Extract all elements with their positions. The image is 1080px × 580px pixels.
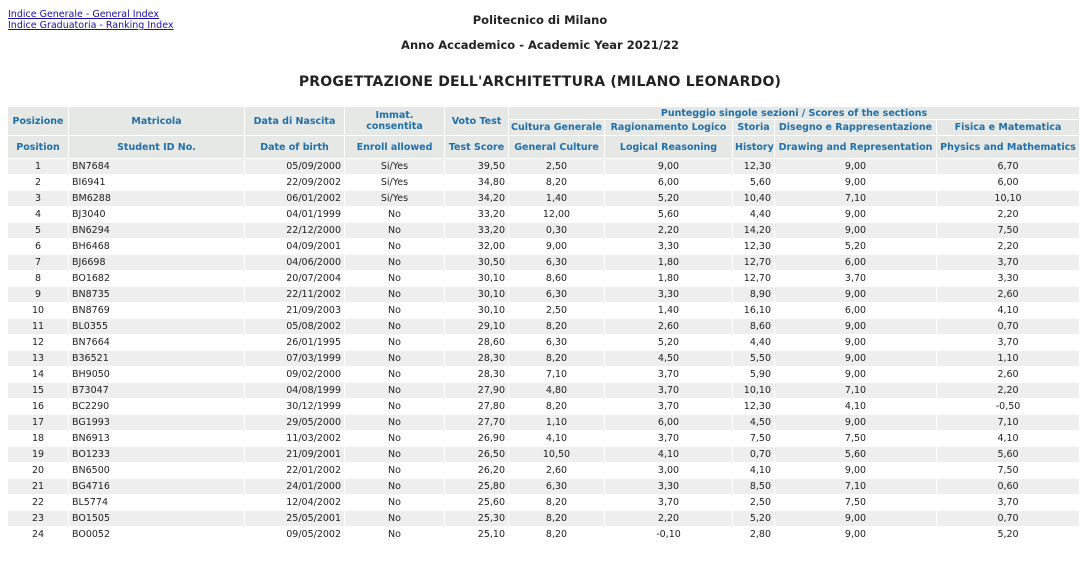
cell-position: 12	[8, 335, 69, 351]
cell-physics-math: 2,60	[937, 367, 1080, 383]
cell-position: 23	[8, 511, 69, 527]
cell-position: 11	[8, 319, 69, 335]
table-row	[8, 495, 1080, 511]
cell-position: 10	[8, 303, 69, 319]
cell-enroll-allowed: Si/Yes	[345, 191, 445, 207]
cell-test-score: 30,10	[445, 303, 509, 319]
cell-drawing: 9,00	[775, 207, 937, 223]
cell-logical-reasoning: 3,70	[605, 383, 733, 399]
cell-test-score: 33,20	[445, 207, 509, 223]
cell-history: 7,50	[733, 431, 775, 447]
cell-position: 16	[8, 399, 69, 415]
cell-physics-math: 7,10	[937, 415, 1080, 431]
cell-enroll-allowed: No	[345, 303, 445, 319]
cell-birth-date: 24/01/2000	[245, 479, 345, 495]
cell-drawing: 7,10	[775, 191, 937, 207]
cell-logical-reasoning: 6,00	[605, 175, 733, 191]
cell-history: 2,80	[733, 527, 775, 543]
cell-birth-date: 05/09/2000	[245, 159, 345, 175]
cell-birth-date: 04/01/1999	[245, 207, 345, 223]
table-row	[8, 447, 1080, 463]
cell-birth-date: 21/09/2003	[245, 303, 345, 319]
cell-history: 4,50	[733, 415, 775, 431]
cell-general-culture: 12,00	[509, 207, 605, 223]
cell-position: 14	[8, 367, 69, 383]
cell-student-id: BG4716	[69, 479, 245, 495]
cell-enroll-allowed: No	[345, 367, 445, 383]
cell-general-culture: 2,50	[509, 159, 605, 175]
cell-test-score: 30,10	[445, 287, 509, 303]
cell-birth-date: 04/08/1999	[245, 383, 345, 399]
table-row	[8, 399, 1080, 415]
header-logic-it: Ragionamento Logico	[605, 120, 733, 136]
cell-logical-reasoning: 3,70	[605, 367, 733, 383]
cell-history: 12,70	[733, 271, 775, 287]
cell-enroll-allowed: No	[345, 463, 445, 479]
cell-birth-date: 22/12/2000	[245, 223, 345, 239]
cell-logical-reasoning: 5,20	[605, 335, 733, 351]
cell-general-culture: 6,30	[509, 287, 605, 303]
cell-history: 12,30	[733, 399, 775, 415]
cell-position: 1	[8, 159, 69, 175]
table-row	[8, 207, 1080, 223]
cell-physics-math: 4,10	[937, 303, 1080, 319]
cell-general-culture: 4,80	[509, 383, 605, 399]
cell-logical-reasoning: 1,80	[605, 271, 733, 287]
cell-student-id: BN6294	[69, 223, 245, 239]
cell-birth-date: 04/09/2001	[245, 239, 345, 255]
cell-enroll-allowed: No	[345, 335, 445, 351]
header-history-it: Storia	[733, 120, 775, 136]
cell-test-score: 30,50	[445, 255, 509, 271]
cell-logical-reasoning: 1,40	[605, 303, 733, 319]
cell-position: 4	[8, 207, 69, 223]
cell-student-id: BN8735	[69, 287, 245, 303]
cell-general-culture: 10,50	[509, 447, 605, 463]
cell-logical-reasoning: 3,30	[605, 239, 733, 255]
cell-enroll-allowed: No	[345, 207, 445, 223]
cell-test-score: 26,20	[445, 463, 509, 479]
cell-logical-reasoning: 4,10	[605, 447, 733, 463]
cell-position: 9	[8, 287, 69, 303]
cell-history: 5,20	[733, 511, 775, 527]
cell-history: 14,20	[733, 223, 775, 239]
cell-general-culture: 0,30	[509, 223, 605, 239]
cell-drawing: 9,00	[775, 287, 937, 303]
header-history-en: History	[733, 136, 775, 159]
cell-logical-reasoning: 3,70	[605, 495, 733, 511]
cell-position: 2	[8, 175, 69, 191]
cell-birth-date: 26/01/1995	[245, 335, 345, 351]
cell-drawing: 9,00	[775, 527, 937, 543]
cell-student-id: B73047	[69, 383, 245, 399]
cell-birth-date: 06/01/2002	[245, 191, 345, 207]
cell-birth-date: 04/06/2000	[245, 255, 345, 271]
cell-test-score: 25,10	[445, 527, 509, 543]
cell-position: 6	[8, 239, 69, 255]
header-culture-en: General Culture	[509, 136, 605, 159]
cell-position: 18	[8, 431, 69, 447]
cell-history: 12,30	[733, 159, 775, 175]
cell-history: 12,30	[733, 239, 775, 255]
cell-test-score: 32,00	[445, 239, 509, 255]
cell-history: 12,70	[733, 255, 775, 271]
cell-general-culture: 6,30	[509, 335, 605, 351]
cell-test-score: 27,70	[445, 415, 509, 431]
cell-test-score: 28,30	[445, 367, 509, 383]
table-row	[8, 319, 1080, 335]
cell-physics-math: 0,60	[937, 479, 1080, 495]
cell-test-score: 26,50	[445, 447, 509, 463]
header-position-it: Posizione	[8, 107, 69, 136]
cell-physics-math: 7,50	[937, 463, 1080, 479]
table-row	[8, 271, 1080, 287]
cell-history: 4,40	[733, 207, 775, 223]
cell-enroll-allowed: No	[345, 223, 445, 239]
cell-drawing: 9,00	[775, 367, 937, 383]
cell-enroll-allowed: No	[345, 495, 445, 511]
ranking-table	[7, 106, 1080, 543]
header-culture-it: Cultura Generale	[509, 120, 605, 136]
cell-general-culture: 8,20	[509, 399, 605, 415]
cell-enroll-allowed: No	[345, 447, 445, 463]
table-row	[8, 527, 1080, 543]
cell-birth-date: 25/05/2001	[245, 511, 345, 527]
cell-student-id: BN7664	[69, 335, 245, 351]
cell-student-id: BN8769	[69, 303, 245, 319]
academic-year-title: Anno Accademico - Academic Year 2021/22	[401, 38, 679, 52]
table-row	[8, 335, 1080, 351]
cell-logical-reasoning: -0,10	[605, 527, 733, 543]
cell-history: 5,90	[733, 367, 775, 383]
cell-logical-reasoning: 3,00	[605, 463, 733, 479]
cell-logical-reasoning: 5,20	[605, 191, 733, 207]
cell-logical-reasoning: 9,00	[605, 159, 733, 175]
cell-birth-date: 22/11/2002	[245, 287, 345, 303]
cell-history: 10,40	[733, 191, 775, 207]
cell-logical-reasoning: 2,60	[605, 319, 733, 335]
cell-test-score: 26,90	[445, 431, 509, 447]
header-physics-en: Physics and Mathematics	[937, 136, 1080, 159]
cell-test-score: 25,30	[445, 511, 509, 527]
cell-student-id: BH9050	[69, 367, 245, 383]
cell-physics-math: 7,50	[937, 223, 1080, 239]
cell-test-score: 25,60	[445, 495, 509, 511]
cell-student-id: BO0052	[69, 527, 245, 543]
cell-test-score: 27,80	[445, 399, 509, 415]
cell-position: 22	[8, 495, 69, 511]
header-physics-it: Fisica e Matematica	[937, 120, 1080, 136]
cell-drawing: 9,00	[775, 335, 937, 351]
cell-logical-reasoning: 1,80	[605, 255, 733, 271]
header-matricola-en: Student ID No.	[69, 136, 245, 159]
cell-test-score: 34,20	[445, 191, 509, 207]
header-drawing-en: Drawing and Representation	[775, 136, 937, 159]
cell-general-culture: 2,60	[509, 463, 605, 479]
cell-birth-date: 20/07/2004	[245, 271, 345, 287]
cell-student-id: BC2290	[69, 399, 245, 415]
header-score-en: Test Score	[445, 136, 509, 159]
cell-position: 15	[8, 383, 69, 399]
cell-student-id: BN6913	[69, 431, 245, 447]
cell-drawing: 7,10	[775, 383, 937, 399]
institution-title: Politecnico di Milano	[472, 13, 608, 27]
header-position-en: Position	[8, 136, 69, 159]
cell-general-culture: 8,20	[509, 511, 605, 527]
table-row	[8, 223, 1080, 239]
cell-general-culture: 7,10	[509, 367, 605, 383]
cell-history: 0,70	[733, 447, 775, 463]
cell-general-culture: 8,20	[509, 527, 605, 543]
cell-physics-math: 0,70	[937, 319, 1080, 335]
cell-logical-reasoning: 3,30	[605, 287, 733, 303]
cell-history: 5,50	[733, 351, 775, 367]
cell-drawing: 9,00	[775, 463, 937, 479]
cell-position: 7	[8, 255, 69, 271]
cell-general-culture: 8,20	[509, 351, 605, 367]
cell-test-score: 28,30	[445, 351, 509, 367]
cell-drawing: 5,60	[775, 447, 937, 463]
cell-physics-math: 2,20	[937, 207, 1080, 223]
table-row	[8, 367, 1080, 383]
cell-birth-date: 29/05/2000	[245, 415, 345, 431]
cell-logical-reasoning: 2,20	[605, 511, 733, 527]
table-row	[8, 463, 1080, 479]
table-row	[8, 175, 1080, 191]
cell-logical-reasoning: 3,70	[605, 399, 733, 415]
cell-birth-date: 22/01/2002	[245, 463, 345, 479]
cell-physics-math: 2,20	[937, 383, 1080, 399]
cell-general-culture: 8,20	[509, 495, 605, 511]
cell-history: 8,50	[733, 479, 775, 495]
ranking-table-body	[8, 159, 1080, 543]
header-birth-en: Date of birth	[245, 136, 345, 159]
cell-drawing: 9,00	[775, 319, 937, 335]
cell-general-culture: 8,20	[509, 319, 605, 335]
cell-position: 17	[8, 415, 69, 431]
table-row	[8, 511, 1080, 527]
cell-enroll-allowed: No	[345, 271, 445, 287]
cell-student-id: BL5774	[69, 495, 245, 511]
cell-logical-reasoning: 3,30	[605, 479, 733, 495]
header-birth-it: Data di Nascita	[245, 107, 345, 136]
cell-birth-date: 21/09/2001	[245, 447, 345, 463]
cell-position: 19	[8, 447, 69, 463]
cell-history: 2,50	[733, 495, 775, 511]
cell-history: 8,90	[733, 287, 775, 303]
ranking-index-link[interactable]: Indice Graduatoria - Ranking Index	[8, 20, 174, 31]
cell-physics-math: 6,00	[937, 175, 1080, 191]
header-score-it: Voto Test	[445, 107, 509, 136]
cell-student-id: BN6500	[69, 463, 245, 479]
cell-student-id: BO1233	[69, 447, 245, 463]
cell-physics-math: 3,30	[937, 271, 1080, 287]
cell-enroll-allowed: No	[345, 383, 445, 399]
cell-general-culture: 1,10	[509, 415, 605, 431]
header-enroll-en: Enroll allowed	[345, 136, 445, 159]
header-logic-en: Logical Reasoning	[605, 136, 733, 159]
table-row	[8, 255, 1080, 271]
cell-history: 8,60	[733, 319, 775, 335]
cell-logical-reasoning: 4,50	[605, 351, 733, 367]
course-title: PROGETTAZIONE DELL'ARCHITETTURA (MILANO LEONARDO)	[298, 74, 782, 90]
cell-general-culture: 2,50	[509, 303, 605, 319]
cell-physics-math: 6,70	[937, 159, 1080, 175]
cell-test-score: 30,10	[445, 271, 509, 287]
general-index-link[interactable]: Indice Generale - General Index	[8, 9, 159, 20]
cell-student-id: BN7684	[69, 159, 245, 175]
cell-position: 8	[8, 271, 69, 287]
cell-test-score: 27,90	[445, 383, 509, 399]
cell-drawing: 3,70	[775, 271, 937, 287]
cell-history: 10,10	[733, 383, 775, 399]
table-row	[8, 351, 1080, 367]
cell-drawing: 9,00	[775, 415, 937, 431]
table-row	[8, 239, 1080, 255]
cell-birth-date: 05/08/2002	[245, 319, 345, 335]
cell-physics-math: -0,50	[937, 399, 1080, 415]
cell-student-id: BI6941	[69, 175, 245, 191]
cell-birth-date: 22/09/2002	[245, 175, 345, 191]
cell-logical-reasoning: 6,00	[605, 415, 733, 431]
cell-logical-reasoning: 3,70	[605, 431, 733, 447]
cell-enroll-allowed: No	[345, 255, 445, 271]
cell-test-score: 29,10	[445, 319, 509, 335]
cell-student-id: BO1505	[69, 511, 245, 527]
cell-drawing: 7,10	[775, 479, 937, 495]
cell-student-id: BL0355	[69, 319, 245, 335]
cell-general-culture: 4,10	[509, 431, 605, 447]
cell-test-score: 34,80	[445, 175, 509, 191]
table-row	[8, 303, 1080, 319]
cell-enroll-allowed: No	[345, 479, 445, 495]
cell-general-culture: 8,20	[509, 175, 605, 191]
cell-drawing: 6,00	[775, 303, 937, 319]
cell-history: 16,10	[733, 303, 775, 319]
cell-drawing: 4,10	[775, 399, 937, 415]
cell-physics-math: 3,70	[937, 335, 1080, 351]
cell-enroll-allowed: No	[345, 319, 445, 335]
cell-student-id: B36521	[69, 351, 245, 367]
cell-drawing: 7,50	[775, 495, 937, 511]
table-row	[8, 383, 1080, 399]
header-enroll-it: Immat. consentita	[345, 107, 445, 136]
cell-enroll-allowed: No	[345, 511, 445, 527]
cell-drawing: 6,00	[775, 255, 937, 271]
cell-student-id: BO1682	[69, 271, 245, 287]
cell-position: 20	[8, 463, 69, 479]
cell-enroll-allowed: Si/Yes	[345, 159, 445, 175]
cell-enroll-allowed: No	[345, 399, 445, 415]
table-row	[8, 479, 1080, 495]
cell-position: 5	[8, 223, 69, 239]
cell-physics-math: 3,70	[937, 495, 1080, 511]
cell-general-culture: 6,30	[509, 479, 605, 495]
cell-student-id: BJ3040	[69, 207, 245, 223]
cell-general-culture: 6,30	[509, 255, 605, 271]
cell-drawing: 9,00	[775, 511, 937, 527]
cell-physics-math: 0,70	[937, 511, 1080, 527]
cell-physics-math: 3,70	[937, 255, 1080, 271]
cell-birth-date: 12/04/2002	[245, 495, 345, 511]
cell-enroll-allowed: No	[345, 415, 445, 431]
cell-general-culture: 8,60	[509, 271, 605, 287]
table-row	[8, 287, 1080, 303]
cell-history: 5,60	[733, 175, 775, 191]
table-row	[8, 431, 1080, 447]
cell-general-culture: 1,40	[509, 191, 605, 207]
cell-drawing: 9,00	[775, 351, 937, 367]
cell-history: 4,40	[733, 335, 775, 351]
cell-position: 21	[8, 479, 69, 495]
cell-enroll-allowed: No	[345, 239, 445, 255]
cell-physics-math: 2,20	[937, 239, 1080, 255]
cell-general-culture: 9,00	[509, 239, 605, 255]
table-row	[8, 191, 1080, 207]
cell-physics-math: 4,10	[937, 431, 1080, 447]
header-sections: Punteggio singole sezioni / Scores of the sections	[509, 107, 1080, 120]
cell-logical-reasoning: 2,20	[605, 223, 733, 239]
cell-enroll-allowed: No	[345, 287, 445, 303]
cell-student-id: BG1993	[69, 415, 245, 431]
cell-physics-math: 10,10	[937, 191, 1080, 207]
cell-test-score: 25,80	[445, 479, 509, 495]
cell-position: 24	[8, 527, 69, 543]
cell-physics-math: 5,20	[937, 527, 1080, 543]
table-row	[8, 415, 1080, 431]
cell-physics-math: 2,60	[937, 287, 1080, 303]
cell-student-id: BM6288	[69, 191, 245, 207]
cell-drawing: 9,00	[775, 175, 937, 191]
cell-enroll-allowed: Si/Yes	[345, 175, 445, 191]
cell-position: 13	[8, 351, 69, 367]
cell-enroll-allowed: No	[345, 351, 445, 367]
cell-drawing: 7,50	[775, 431, 937, 447]
cell-birth-date: 09/02/2000	[245, 367, 345, 383]
cell-enroll-allowed: No	[345, 431, 445, 447]
cell-test-score: 28,60	[445, 335, 509, 351]
cell-test-score: 39,50	[445, 159, 509, 175]
cell-test-score: 33,20	[445, 223, 509, 239]
cell-birth-date: 11/03/2002	[245, 431, 345, 447]
header-matricola-it: Matricola	[69, 107, 245, 136]
cell-history: 4,10	[733, 463, 775, 479]
cell-birth-date: 07/03/1999	[245, 351, 345, 367]
cell-birth-date: 09/05/2002	[245, 527, 345, 543]
cell-enroll-allowed: No	[345, 527, 445, 543]
cell-drawing: 9,00	[775, 159, 937, 175]
cell-drawing: 5,20	[775, 239, 937, 255]
cell-student-id: BJ6698	[69, 255, 245, 271]
cell-birth-date: 30/12/1999	[245, 399, 345, 415]
cell-drawing: 9,00	[775, 223, 937, 239]
cell-student-id: BH6468	[69, 239, 245, 255]
header-drawing-it: Disegno e Rappresentazione	[775, 120, 937, 136]
cell-physics-math: 5,60	[937, 447, 1080, 463]
table-row	[8, 159, 1080, 175]
cell-logical-reasoning: 5,60	[605, 207, 733, 223]
cell-position: 3	[8, 191, 69, 207]
cell-physics-math: 1,10	[937, 351, 1080, 367]
